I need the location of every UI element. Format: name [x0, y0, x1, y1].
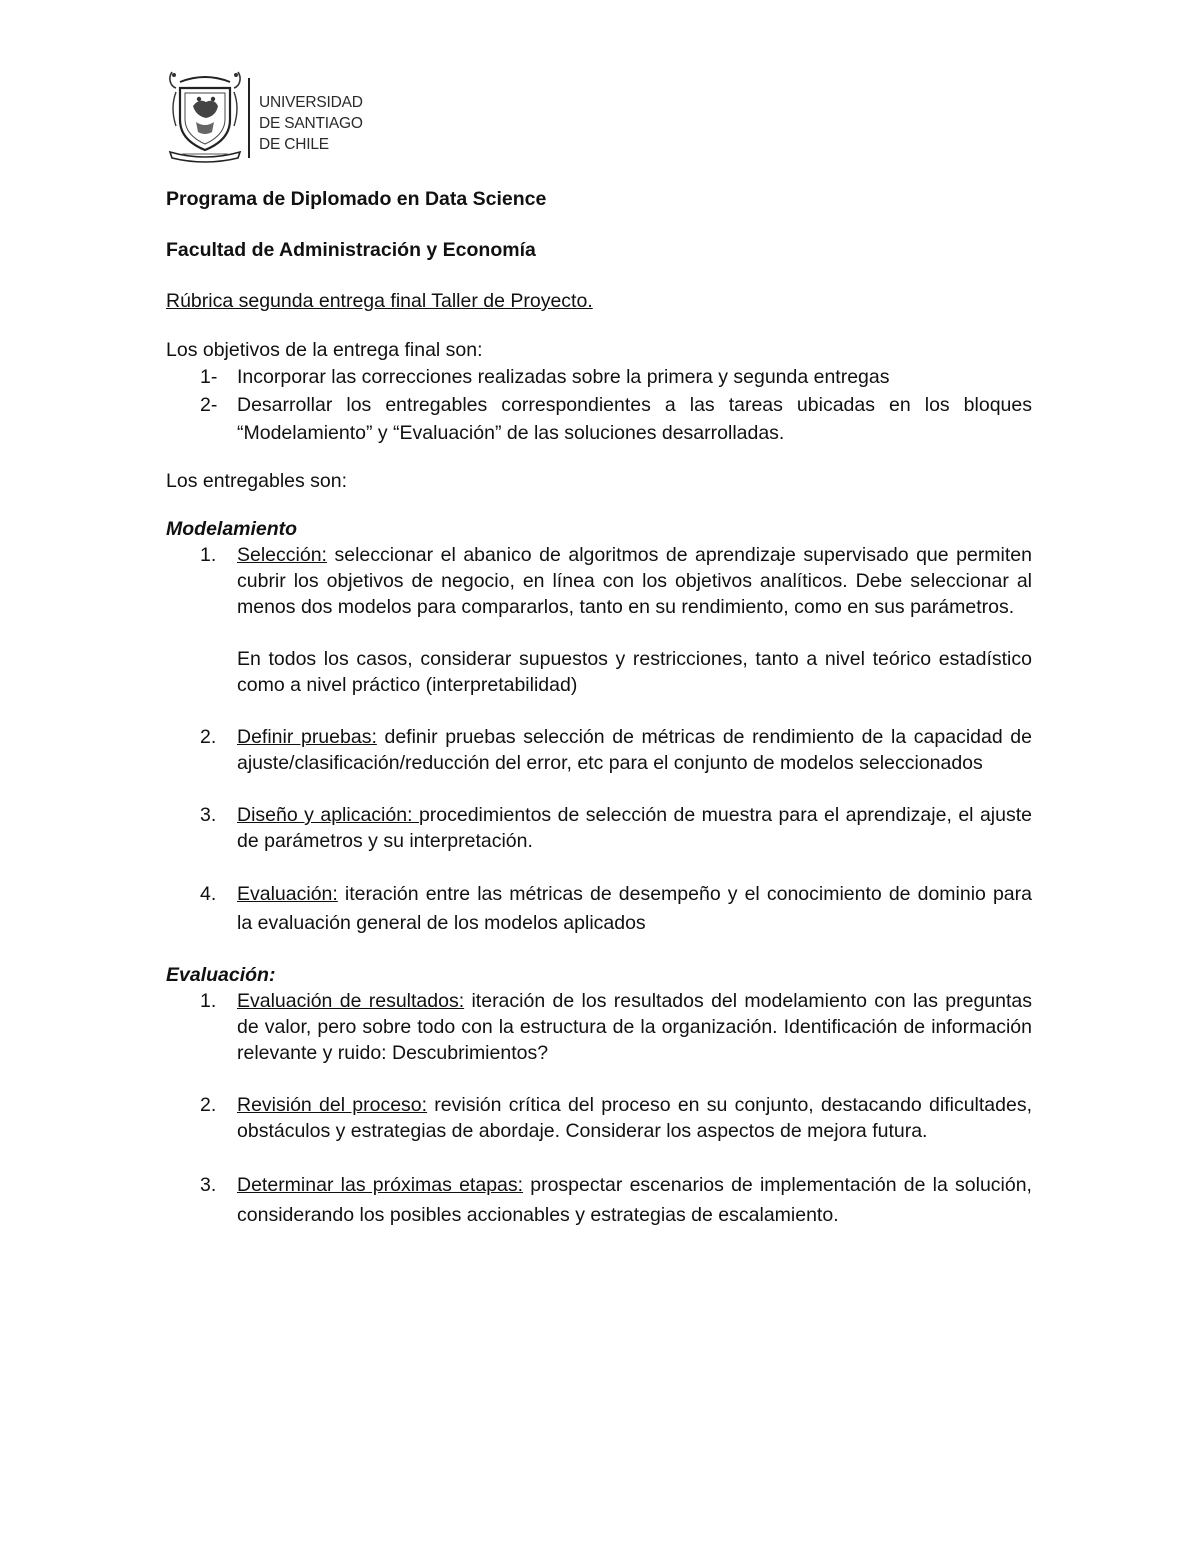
list-number: 3.	[200, 1174, 217, 1196]
logo-divider	[248, 78, 250, 158]
faculty-title: Facultad de Administración y Economía	[166, 239, 536, 261]
list-number: 2-	[200, 394, 218, 416]
item-text: revisión crítica del proceso en su conjunto, destacando dificultades, obstáculos y estrategias de abordaje. Considerar los aspectos de mejora futura.	[237, 1094, 1032, 1142]
list-number: 1.	[200, 544, 217, 566]
list-number: 1-	[200, 366, 218, 388]
list-number: 1.	[200, 990, 217, 1012]
item-label: Definir pruebas:	[237, 726, 377, 748]
deliverables-intro: Los entregables son:	[166, 470, 348, 492]
list-item	[166, 724, 1032, 776]
rubric-title: Rúbrica segunda entrega final Taller de Proyecto.	[166, 290, 593, 312]
list-item	[166, 1092, 1032, 1144]
item-label: Diseño y aplicación:	[237, 804, 419, 826]
item-text: iteración entre las métricas de desempeño y el conocimiento de dominio para la evaluación general de los modelos aplicados	[237, 883, 1032, 934]
logo-line-2: DE SANTIAGO	[259, 115, 363, 132]
list-item	[166, 880, 1032, 938]
list-item	[166, 363, 1032, 391]
modelamiento-list	[166, 542, 1032, 938]
university-logo	[166, 68, 376, 164]
list-item	[166, 802, 1032, 854]
item-text: procedimientos de selección de muestra para el aprendizaje, el ajuste de parámetros y su interpretación.	[237, 804, 1032, 852]
item-label: Evaluación de resultados:	[237, 990, 465, 1012]
objectives-list	[166, 363, 1032, 447]
item-label: Determinar las próximas etapas:	[237, 1174, 524, 1196]
list-number: 2.	[200, 726, 217, 748]
item-text: iteración de los resultados del modelamiento con las preguntas de valor, pero sobre todo con la estructura de la organización. Identificación de información relevante y ruido: Descubrimientos?	[237, 990, 1033, 1064]
evaluacion-heading: Evaluación:	[166, 964, 276, 986]
item-text: seleccionar el abanico de algoritmos de aprendizaje supervisado que permiten cubrir los objetivos de negocio, en línea con los objetivos analíticos. Debe seleccionar al menos dos modelos para compararlos, tanto en su rendimiento, como en sus parámetros.	[237, 544, 1032, 618]
document-body	[166, 186, 1032, 1256]
list-item	[166, 542, 1032, 698]
item-extra-paragraph: En todos los casos, considerar supuestos y restricciones, tanto a nivel teórico estadístico como a nivel práctico (interpretabilidad)	[237, 648, 1032, 696]
item-label: Evaluación:	[237, 883, 338, 905]
item-label: Revisión del proceso:	[237, 1094, 428, 1116]
list-text: Desarrollar los entregables correspondientes a las tareas ubicadas en los bloques “Modelamiento” y “Evaluación” de las soluciones desarrolladas.	[237, 394, 1032, 444]
evaluacion-list	[166, 988, 1032, 1230]
list-number: 4.	[200, 883, 217, 905]
item-label: Selección:	[237, 544, 327, 566]
list-item	[166, 988, 1032, 1066]
program-title: Programa de Diplomado en Data Science	[166, 188, 547, 210]
objectives-intro: Los objetivos de la entrega final son:	[166, 339, 483, 361]
item-text: prospectar escenarios de implementación de la solución, considerando los posibles accionables y estrategias de escalamiento.	[237, 1174, 1032, 1226]
list-number: 2.	[200, 1094, 217, 1116]
list-item	[166, 1170, 1032, 1230]
logo-text	[259, 92, 363, 155]
logo-line-1: UNIVERSIDAD	[259, 94, 363, 111]
item-text: definir pruebas selección de métricas de rendimiento de la capacidad de ajuste/clasificación/reducción del error, etc para el conjunto de modelos seleccionados	[237, 726, 1032, 774]
list-text: Incorporar las correcciones realizadas sobre la primera y segunda entregas	[237, 366, 890, 388]
logo-line-3: DE CHILE	[259, 136, 329, 153]
list-number: 3.	[200, 804, 217, 826]
modelamiento-heading: Modelamiento	[166, 518, 298, 540]
university-seal-icon	[166, 68, 244, 164]
list-item	[166, 391, 1032, 447]
